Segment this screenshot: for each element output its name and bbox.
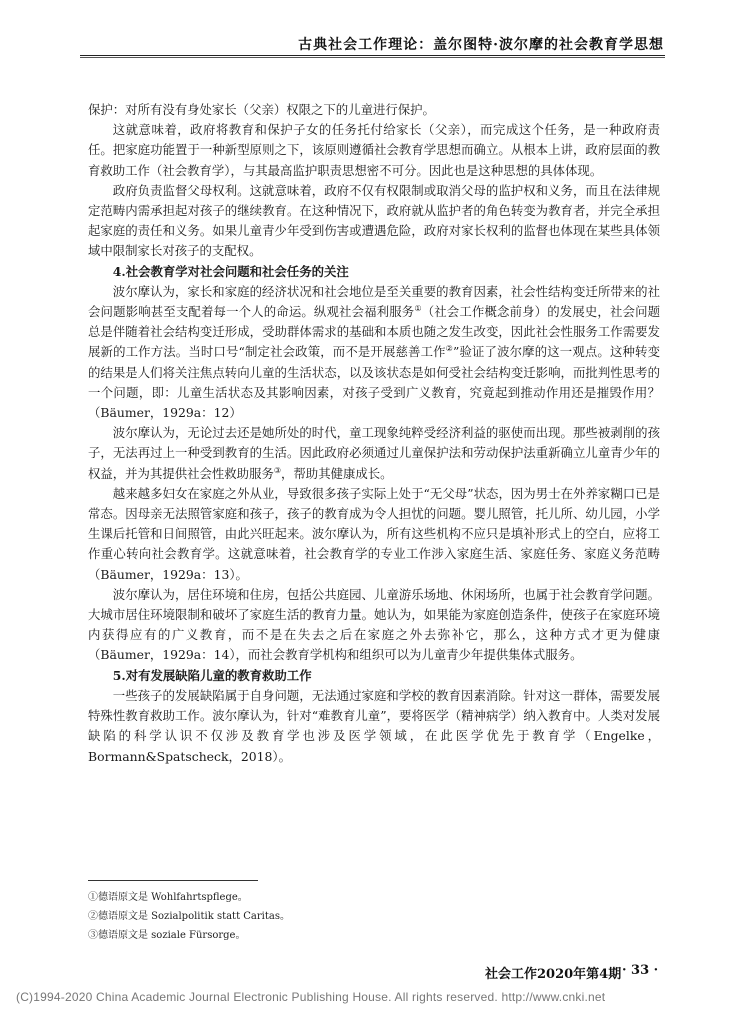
running-header: 古典社会工作理论：盖尔图特·波尔摩的社会教育学思想 [298,37,664,53]
paragraph: 保护：对所有没有身处家长（父亲）权限之下的儿童进行保护。 [88,102,435,117]
section-heading: 4.社会教育学对社会问题和社会任务的关注 [112,263,349,279]
copyright-notice: (C)1994-2020 China Academic Journal Electronic Publishing House. All rights reserved. http://www.cnki.net [16,990,606,1004]
paragraph: 一些孩子的发展缺陷属于自身问题，无法通过家庭和学校的教育因素消除。针对这一群体，需要发展特殊性教育救助工作。波尔摩认为，针对“难教育儿童”，要将医学（精神病学）纳入教育中。人类对发展缺陷的科学认识不仅涉及教育学也涉及医学领域，在此医学优先于教育学（Engelke，Bormann&Spatscheck，2018）。 [88,687,660,764]
paragraph: 越来越多妇女在家庭之外从业，导致很多孩子实际上处于“无父母”状态，因为男士在外养家糊口已是常态。因母亲无法照管家庭和孩子，孩子的教育成为令人担忧的问题。婴儿照管，托儿所、幼儿园，小学生课后托管和日间照管，由此兴旺起来。波尔摩认为，所有这些机构不应只是填补形式上的空白，应将工作重心转向社会教育学。这就意味着，社会教育学的专业工作涉入家庭生活、家庭任务、家庭义务范畴（Bäumer，1929a：13）。 [88,485,660,582]
paragraph-text: （社会工作概念前身）的发展史，社会问题总是伴随着社会结构变迁形成，受助群体需求的基础和本质也随之发生改变，因此社会性服务工作需要发展新的工作方法。当时口号“制定社会政策，而不是开展慈善工作 [88,304,661,360]
paragraph: 这就意味着，政府将教育和保护子女的任务托付给家长（父亲），而完成这个任务，是一种政府责任。把家庭功能置于一种新型原则之下，该原则遵循社会教育学思想而确立。从根本上讲，政府层面的教育救助工作（社会教育学），与其最高监护职责思想密不可分。因此也是这种思想的具体体现。 [88,122,660,178]
header-rule-thin [80,57,665,58]
footnote-ref[interactable]: ③ [273,465,282,475]
journal-issue: 社会工作2020年第4期 [485,967,622,982]
paragraph [88,282,660,423]
paragraph: 波尔摩认为，居住环境和住房，包括公共庭园、儿童游乐场地、休闲场所，也属于社会教育学问题。大城市居住环境限制和破坏了家庭生活的教育力量。她认为，如果能为家庭创造条件，使孩子在家庭环境内获得应有的广义教育，而不是在失去之后在家庭之外去弥补它，那么，这种方式才更为健康（Bäumer，1929a：14），而社会教育学机构和组织可以为儿童青少年提供集体式服务。 [88,586,660,663]
header-rule [80,55,665,56]
footnote: ②德语原文是 Sozialpolitik statt Caritas。 [88,911,290,922]
paragraph-text: 波尔摩认为，家长和家庭的经济状况和社会地位是至关重要的教育因素，社会性结构变迁所带来的社会问题影响甚至支配着每一个人的命运。纵观社会福利服务 [88,283,660,320]
paragraph [88,423,660,484]
paragraph-text: ”验证了波尔摩的这一观点。这种转变的结果是人们将关注焦点转向儿童的生活状态，以及该状态是如何受社会结构变迁影响，而批判性思考的一个问题，即：儿童生活状态及其影响因素，对孩子受到广义教育，究竟起到推动作用还是摧毁作用？（Bäumer，1929a：12） [88,344,660,421]
footnote-ref[interactable]: ① [414,303,422,313]
paragraph-text: ，帮助其健康成长。 [281,465,393,481]
footnotes [88,888,660,945]
footnote-ref[interactable]: ② [445,344,453,354]
footnote-divider [88,880,258,881]
footnote: ③德语原文是 soziale Fürsorge。 [88,930,246,941]
page-number: · 33 · [622,963,659,978]
paragraph: 政府负责监督父母权利。这就意味着，政府不仅有权限制或取消父母的监护权和义务，而且在法律规定范畴内需承担起对孩子的继续教育。在这种情况下，政府就从监护者的角色转变为教育者，并完全承担起家庭的责任和义务。如果儿童青少年受到伤害或遭遇危险，政府对家长权利的监督也体现在某些具体领域中限制家长对孩子的支配权。 [88,182,660,259]
footnote: ①德语原文是 Wohlfahrtspflege。 [88,892,248,903]
section-heading: 5.对有发展缺陷儿童的教育救助工作 [112,667,312,683]
article-body [88,100,660,767]
paragraph-text: 波尔摩认为，无论过去还是她所处的时代，童工现象纯粹受经济利益的驱使而出现。那些被剥削的孩子，无法再过上一种受到教育的生活。因此政府必须通过儿童保护法和劳动保护法重新确立儿童青少年的权益，并为其提供社会性救助服务 [88,425,660,481]
